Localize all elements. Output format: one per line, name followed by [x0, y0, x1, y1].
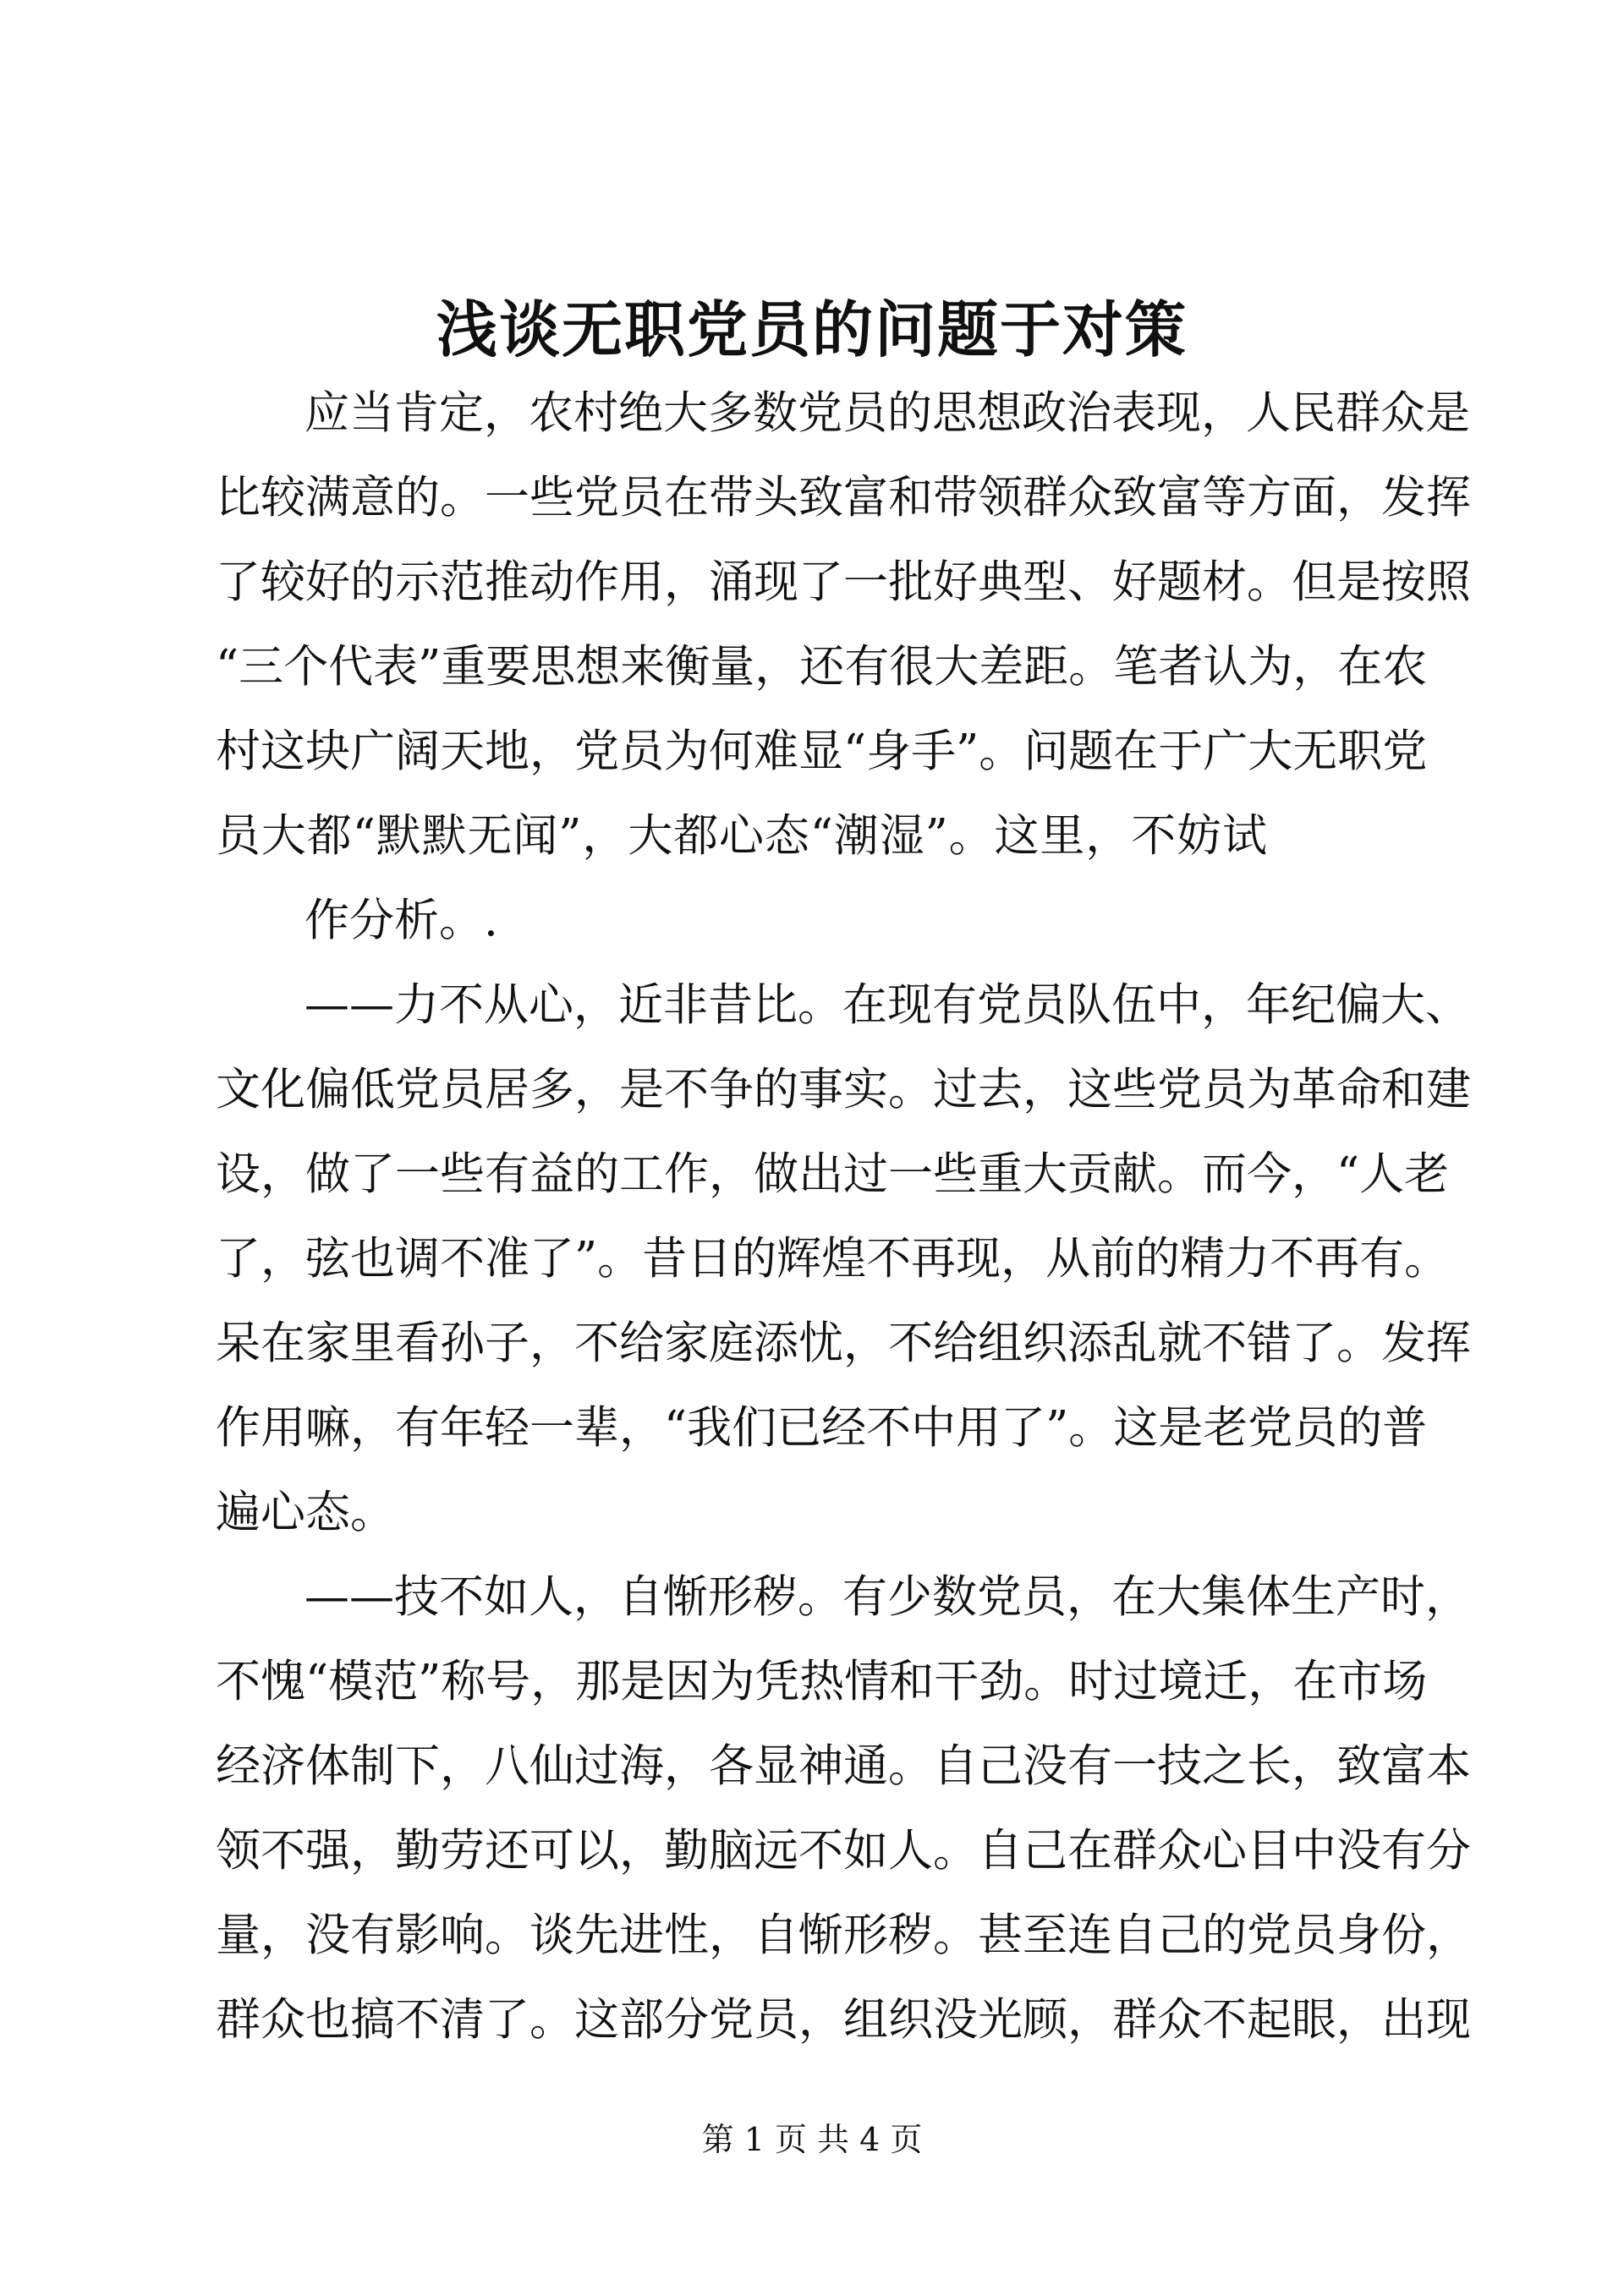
paragraph-line: 设，做了一些有益的工作，做出过一些重大贡献。而今，“人老	[216, 1148, 1450, 1200]
paragraph-line: 领不强，勤劳还可以，勤脑远不如人。自己在群众心目中没有分	[216, 1825, 1471, 1877]
paragraph-line: ——力不从心，近非昔比。在现有党员队伍中，年纪偏大、	[304, 979, 1470, 1031]
paragraph-line: 文化偏低党员居多，是不争的事实。过去，这些党员为革命和建	[216, 1064, 1471, 1115]
paragraph-line: 了较好的示范推动作用，涌现了一批好典型、好题材。但是按照	[216, 556, 1471, 608]
page-number-label: 第 1 页 共 4 页	[701, 2121, 923, 2158]
paragraph-line: 经济体制下，八仙过海，各显神通。自己没有一技之长，致富本	[216, 1740, 1471, 1792]
paragraph-line: 员大都“默默无闻”，大都心态“潮湿”。这里，不妨试	[216, 810, 1267, 862]
page-footer	[0, 2118, 1624, 2161]
paragraph-line: 了，弦也调不准了”。昔日的辉煌不再现，从前的精力不再有。	[216, 1233, 1450, 1285]
paragraph-line: 遍心态。	[216, 1487, 395, 1538]
paragraph-line: 量，没有影响。谈先进性，自惭形秽。甚至连自己的党员身份，	[216, 1910, 1471, 1961]
paragraph-line: 村这块广阔天地，党员为何难显“身手”。问题在于广大无职党	[216, 726, 1428, 777]
paragraph-line: 作用嘛，有年轻一辈，“我们已经不中用了”。这是老党员的普	[216, 1402, 1428, 1454]
paragraph-line: 群众也搞不清了。这部分党员，组织没光顾，群众不起眼，出现	[216, 1994, 1471, 2046]
paragraph-line: 作分析。.	[304, 895, 498, 946]
paragraph-line: 比较满意的。一些党员在带头致富和带领群众致富等方面，发挥	[216, 472, 1471, 523]
paragraph-line: “三个代表”重要思想来衡量，还有很大差距。笔者认为，在农	[216, 641, 1428, 693]
paragraph-line: ——技不如人，自惭形秽。有少数党员，在大集体生产时，	[304, 1571, 1470, 1623]
paragraph-line: 应当肯定，农村绝大多数党员的思想政治表现，人民群众是	[304, 387, 1470, 439]
paragraph-line: 呆在家里看孙子，不给家庭添忧，不给组织添乱就不错了。发挥	[216, 1318, 1471, 1369]
paragraph-line: 不愧“模范”称号，那是因为凭热情和干劲。时过境迁，在市场	[216, 1656, 1428, 1707]
document-title: 浅谈无职党员的问题于对策	[436, 293, 1188, 365]
